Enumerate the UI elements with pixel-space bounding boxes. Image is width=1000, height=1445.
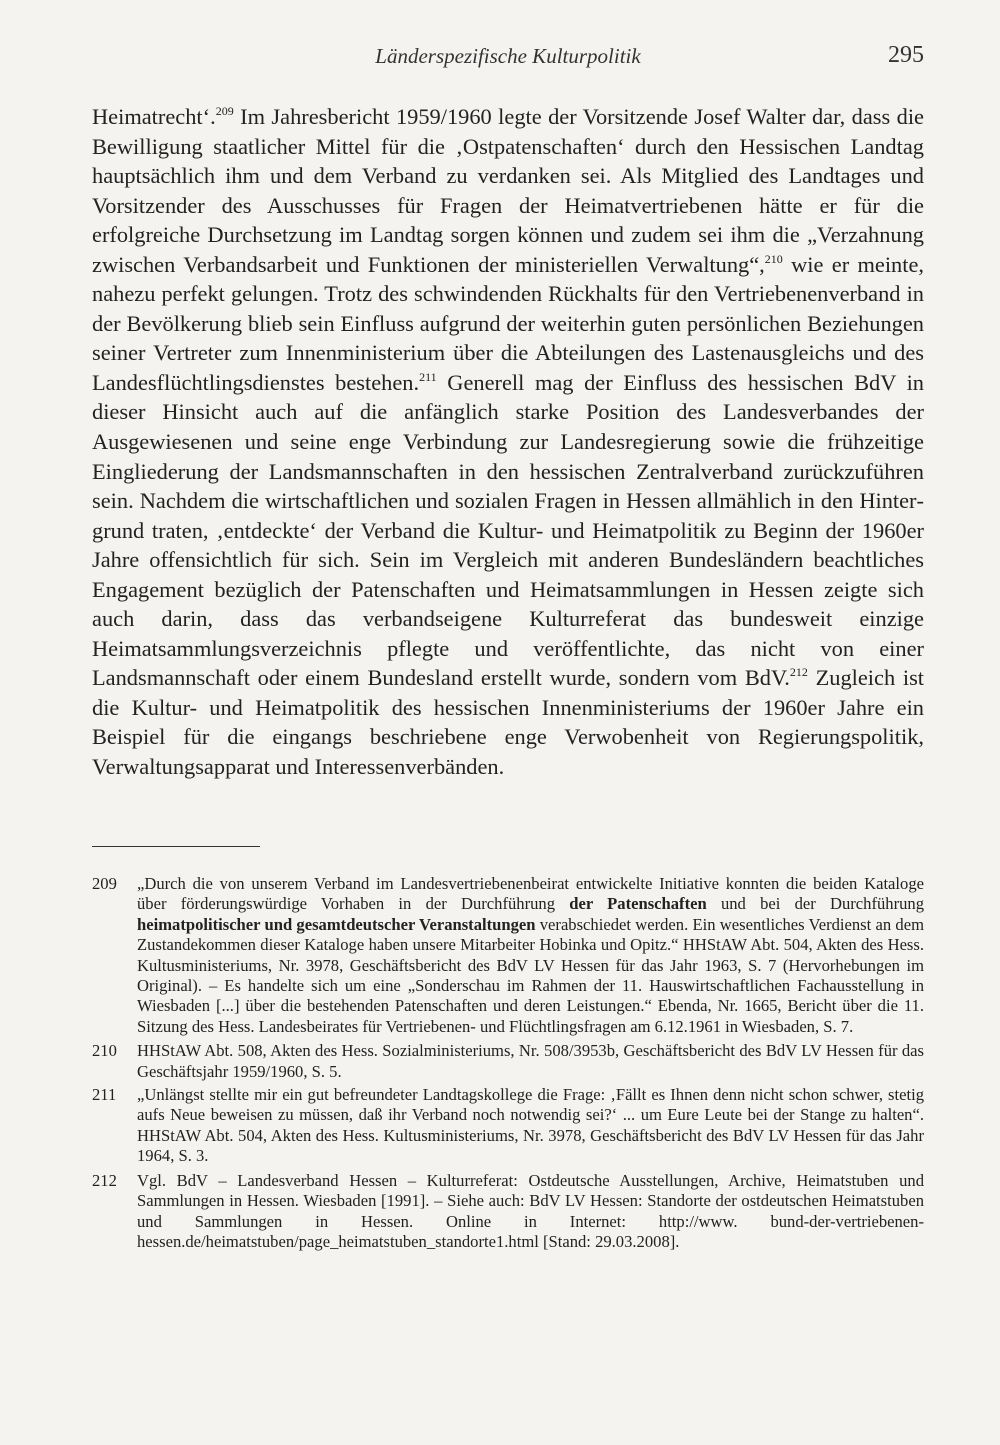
text-run: und bei der Durchführung xyxy=(706,894,924,914)
text-run: Zugleich ist die Kultur- und Heimatpolitik des hessischen Innenministeriums der 1960er Jahre ein Beispiel für die eingangs beschriebene enge Verwobenheit von Regierungspolitik, Verwaltungsapparat und Interessenverbänden. xyxy=(92,665,924,780)
footnote-ref-212[interactable]: 212 xyxy=(789,665,808,680)
footnote-211 xyxy=(92,1085,924,1167)
running-title: Länderspezifische Kulturpolitik xyxy=(375,44,641,68)
emphasis: der Patenschaften xyxy=(569,894,707,914)
footnote-number: 209 xyxy=(92,874,117,893)
footnote-212 xyxy=(92,1171,924,1253)
footnote-210 xyxy=(92,1041,924,1082)
footnote-text: „Unlängst stellte mir ein gut befreundeter Landtagskollege die Frage: ‚Fällt es Ihnen denn nicht schon schwer, stetig aufs Neue beweisen zu müssen, daß ihr Verband noch notwendig sei?‘ ... um Eure Leute bei der Stange zu halten“. HHStAW Abt. 504, Akten des Hess. Kultusministeriums, Nr. 3978, Geschäftsbericht des BdV LV Hessen für das Jahr 1964, S. 3. xyxy=(137,1085,924,1166)
footnote-text xyxy=(137,874,924,1036)
footnote-number: 212 xyxy=(92,1170,117,1190)
text-run: verabschiedet werden. Ein wesentliches Verdienst an dem Zustandekommen dieser Kataloge haben unsere Mitarbeiter Hobinka und Opitz.“ HHStAW Abt. 504, Akten des Hess. Kultusministeriums, Nr. 3978, Geschäftsbericht des BdV LV Hessen für das Jahr 1963, S. 7 (Hervorhebungen im Original). – Es handelte sich um eine „Sonderschau im Rahmen der 11. Hauswirtschaftlichen Fachausstellung in Wiesbaden [...] über die bestehenden Patenschaften und deren Leistungen.“ Ebenda, Nr. 1665, Bericht über die 11. Sitzung des Hess. Landesbeirates für Vertriebenen- und Flüchtlingsfragen am 6.12.1961 in Wiesbaden, S. 7. xyxy=(137,914,924,1036)
body-paragraph xyxy=(92,102,924,782)
page-number: 295 xyxy=(888,42,924,68)
text-run: „Durch die von unserem Verband im Landesvertriebenenbeirat entwickelte Initiative konnten die beiden Kataloge über förderungswürdige Vorhaben in der Durchführung xyxy=(137,874,924,914)
main-text xyxy=(92,102,924,782)
footnote-ref-210[interactable]: 210 xyxy=(764,251,783,266)
text-run: Heimatrecht‘. xyxy=(92,104,216,129)
page-header xyxy=(92,40,924,74)
text-run: wie er meinte, nahezu perfekt gelungen. Trotz des schwindenden Rückhalts für den Vertriebenenverband in der Bevölkerung blieb sein Einfluss aufgrund der weiterhin guten persönlichen Beziehungen seiner Vertreter zum Innenministerium über die Abteilungen des Lastenausgleichs und des Landesflüchtlingsdienstes bestehen. xyxy=(92,251,925,395)
text-run: Im Jahresbericht 1959/1960 legte der Vorsitzende Josef Walter dar, dass die Bewilligung staatlicher Mittel für die ‚Ostpatenschaften‘ durch den Hessischen Landtag hauptsächlich ihm und dem Verband zu verdanken sei. Als Mitglied des Landtages und Vorsitzender des Ausschusses für Fragen der Heimatvertriebenen hätte er für die erfolgreiche Durchsetzung im Landtag sorgen können und zudem sei ihm die „Verzahnung zwischen Verbandsarbeit und Funktionen der ministeriellen Verwaltung“, xyxy=(92,104,924,277)
footnote-text: Vgl. BdV – Landesverband Hessen – Kulturreferat: Ostdeutsche Ausstellungen, Archive, Heimatstuben und Sammlungen in Hessen. Wiesbaden [1991]. – Siehe auch: BdV LV Hessen: Standorte der ostdeutschen Heimatstuben und Sammlungen in Hessen. Online in Internet: http://www. bund-der-vertriebenen-hessen.de/heimatstuben/page_heimatstuben_standorte1.html [Stand: 29.03.2008]. xyxy=(137,1170,924,1251)
footnote-ref-209[interactable]: 209 xyxy=(215,104,234,118)
footnote-number: 211 xyxy=(92,1085,117,1105)
footnote-209 xyxy=(92,874,924,1037)
footnote-ref-211[interactable]: 211 xyxy=(419,369,437,384)
footnote-text: HHStAW Abt. 508, Akten des Hess. Sozialministeriums, Nr. 508/3953b, Geschäftsbericht des BdV LV Hessen für das Geschäftsjahr 1959/1960, S. 5. xyxy=(137,1041,924,1081)
text-run: Generell mag der Einfluss des hessischen BdV in dieser Hinsicht auch auf die anfänglich starke Position des Landesverbandes der Ausgewiesenen und seine enge Verbindung zur Landesregierung sowie die frühzeitige Eingliederung der Landsmannschaften in den hessischen Zentralverband zurückzuführen sein. Nachdem die wirtschaftlichen und sozialen Fragen in Hessen allmählich in den Hintergrund traten, ‚entdeckte‘ der Verband die Kultur- und Heimatpolitik zu Beginn der 1960er Jahre offensichtlich für sich. Sein im Vergleich mit anderen Bundesländern beachtliches Engagement bezüglich der Patenschaften und Heimatsammlungen in Hessen zeigte sich auch darin, dass das verbandseigene Kulturreferat das bundesweit einzige Heimatsammlungsverzeichnis pflegte und veröffentlichte, das nicht von einer Landsmannschaft oder einem Bundesland erstellt wurde, sondern vom BdV. xyxy=(92,369,924,691)
emphasis: heimatpolitischer und gesamtdeutscher Veranstaltungen xyxy=(137,914,536,934)
footnotes xyxy=(92,874,924,1256)
footnote-separator xyxy=(92,846,260,847)
footnote-number: 210 xyxy=(92,1041,117,1061)
